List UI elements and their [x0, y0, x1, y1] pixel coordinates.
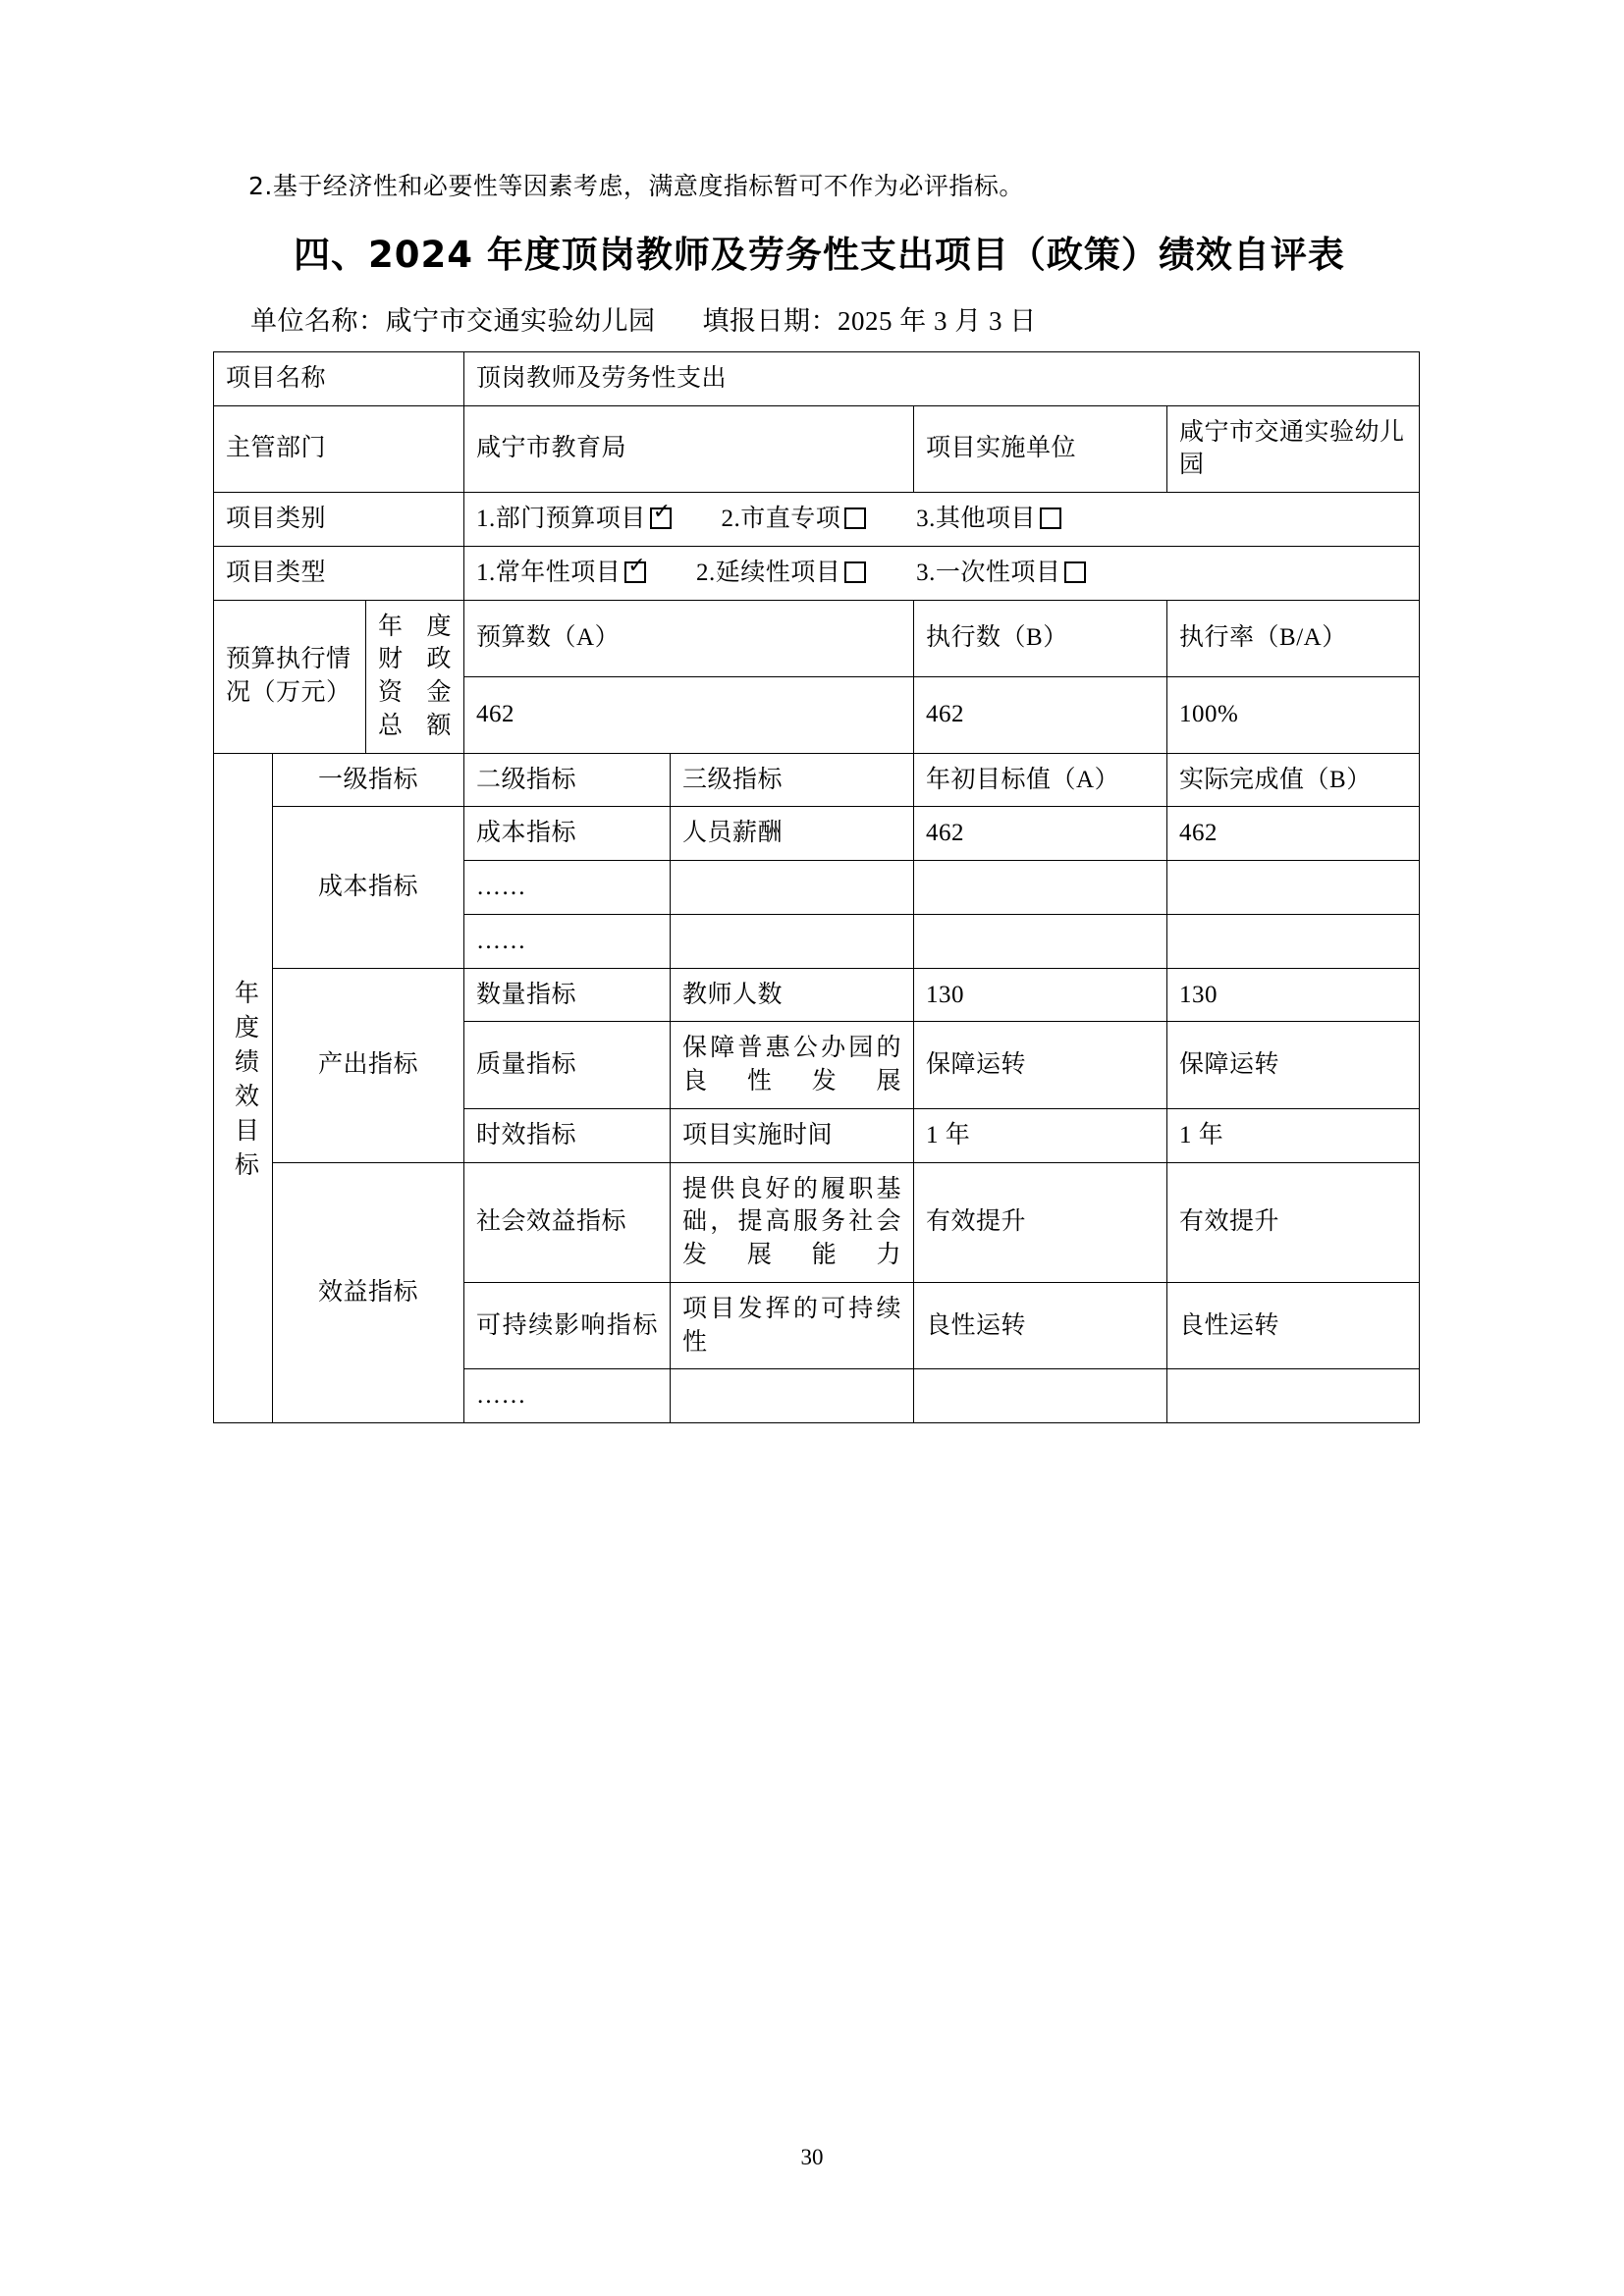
cell-level2: 数量指标	[464, 968, 671, 1022]
group-label-output: 产出指标	[273, 968, 464, 1162]
implement-unit-label: 项目实施单位	[914, 405, 1167, 493]
cell-actual: 1 年	[1167, 1108, 1420, 1162]
cell-level3: 保障普惠公办园的良性发展	[671, 1022, 914, 1109]
cell-actual	[1167, 914, 1420, 968]
cell-target: 有效提升	[914, 1162, 1167, 1282]
page-title: 四、2024 年度顶岗教师及劳务性支出项目（政策）绩效自评表	[294, 234, 1345, 276]
category-options	[464, 493, 1420, 547]
cell-level2: 成本指标	[464, 807, 671, 861]
meta-line	[250, 299, 1428, 338]
cell-actual: 462	[1167, 807, 1420, 861]
checkbox-icon[interactable]	[844, 561, 866, 583]
cell-actual	[1167, 1369, 1420, 1423]
indicator-header-target: 年初目标值（A）	[914, 753, 1167, 807]
cell-level3: 提供良好的履职基础，提高服务社会发展能力	[671, 1162, 914, 1282]
checkbox-checked-icon[interactable]	[650, 507, 672, 529]
unit-label: 单位名称：	[250, 305, 386, 336]
cell-actual: 良性运转	[1167, 1282, 1420, 1369]
budget-value-0: 462	[464, 676, 914, 753]
cell-actual	[1167, 861, 1420, 915]
checkbox-icon[interactable]	[1040, 507, 1061, 529]
type-options	[464, 546, 1420, 600]
project-name-value: 顶岗教师及劳务性支出	[464, 351, 1420, 405]
category-option-2[interactable]: 3.其他项目	[916, 503, 1061, 536]
date-label: 填报日期：	[702, 305, 838, 336]
cell-target: 462	[914, 807, 1167, 861]
cell-level2: 可持续影响指标	[464, 1282, 671, 1369]
cell-actual: 保障运转	[1167, 1022, 1420, 1109]
cell-level3: 教师人数	[671, 968, 914, 1022]
cell-level2: 社会效益指标	[464, 1162, 671, 1282]
checkbox-icon[interactable]	[844, 507, 866, 529]
cell-target	[914, 1369, 1167, 1423]
table-row	[214, 1162, 1420, 1282]
cell-target: 保障运转	[914, 1022, 1167, 1109]
budget-value-2: 100%	[1167, 676, 1420, 753]
budget-header-2: 执行率（B/A）	[1167, 600, 1420, 676]
performance-self-evaluation-table	[213, 351, 1420, 1423]
budget-value-1: 462	[914, 676, 1167, 753]
table-row-category	[214, 493, 1420, 547]
indicator-header-level2: 二级指标	[464, 753, 671, 807]
checkbox-checked-icon[interactable]	[624, 561, 646, 583]
cell-level3: 项目实施时间	[671, 1108, 914, 1162]
type-option-1[interactable]: 2.延续性项目	[696, 557, 866, 590]
cell-target: 1 年	[914, 1108, 1167, 1162]
table-row	[214, 968, 1420, 1022]
table-row-budget-header	[214, 600, 1420, 676]
table-row	[214, 807, 1420, 861]
table-row-indicator-header	[214, 753, 1420, 807]
cell-level2: 质量指标	[464, 1022, 671, 1109]
cell-target	[914, 914, 1167, 968]
cell-target: 130	[914, 968, 1167, 1022]
budget-label: 预算执行情况（万元）	[214, 600, 366, 753]
implement-unit-value: 咸宁市交通实验幼儿园	[1167, 405, 1420, 493]
group-label-benefit: 效益指标	[273, 1162, 464, 1423]
project-name-label: 项目名称	[214, 351, 464, 405]
type-label: 项目类型	[214, 546, 464, 600]
indicator-header-level1: 一级指标	[273, 753, 464, 807]
budget-header-0: 预算数（A）	[464, 600, 914, 676]
cell-level3	[671, 1369, 914, 1423]
authority-label: 主管部门	[214, 405, 464, 493]
cell-actual: 130	[1167, 968, 1420, 1022]
cell-level3: 人员薪酬	[671, 807, 914, 861]
category-option-1[interactable]: 2.市直专项	[722, 503, 867, 536]
category-option-0[interactable]: 1.部门预算项目 ✓	[476, 503, 672, 536]
cell-level2: ……	[464, 1369, 671, 1423]
authority-value: 咸宁市教育局	[464, 405, 914, 493]
page-number: 30	[800, 2145, 824, 2169]
table-row-type	[214, 546, 1420, 600]
budget-header-1: 执行数（B）	[914, 600, 1167, 676]
group-label-cost: 成本指标	[273, 807, 464, 968]
cell-level2: ……	[464, 914, 671, 968]
cell-level2: 时效指标	[464, 1108, 671, 1162]
cell-level2: ……	[464, 861, 671, 915]
indicator-header-level3: 三级指标	[671, 753, 914, 807]
table-row-authority	[214, 405, 1420, 493]
date-value: 2025 年 3 月 3 日	[838, 305, 1037, 336]
cell-level3	[671, 861, 914, 915]
type-option-0[interactable]: 1.常年性项目 ✓	[476, 557, 646, 590]
cell-level3	[671, 914, 914, 968]
cell-actual: 有效提升	[1167, 1162, 1420, 1282]
type-option-2[interactable]: 3.一次性项目	[916, 557, 1086, 590]
budget-row-label: 年度财政资金总额	[366, 600, 464, 753]
performance-side-label: 年度绩效目标	[214, 753, 273, 1423]
table-row-project-name	[214, 351, 1420, 405]
checkbox-icon[interactable]	[1064, 561, 1086, 583]
cell-target: 良性运转	[914, 1282, 1167, 1369]
unit-value: 咸宁市交通实验幼儿园	[385, 305, 656, 336]
category-label: 项目类别	[214, 493, 464, 547]
indicator-header-actual: 实际完成值（B）	[1167, 753, 1420, 807]
intro-note: 2.基于经济性和必要性等因素考虑，满意度指标暂可不作为必评指标。	[248, 172, 1024, 200]
cell-target	[914, 861, 1167, 915]
cell-level3: 项目发挥的可持续性	[671, 1282, 914, 1369]
